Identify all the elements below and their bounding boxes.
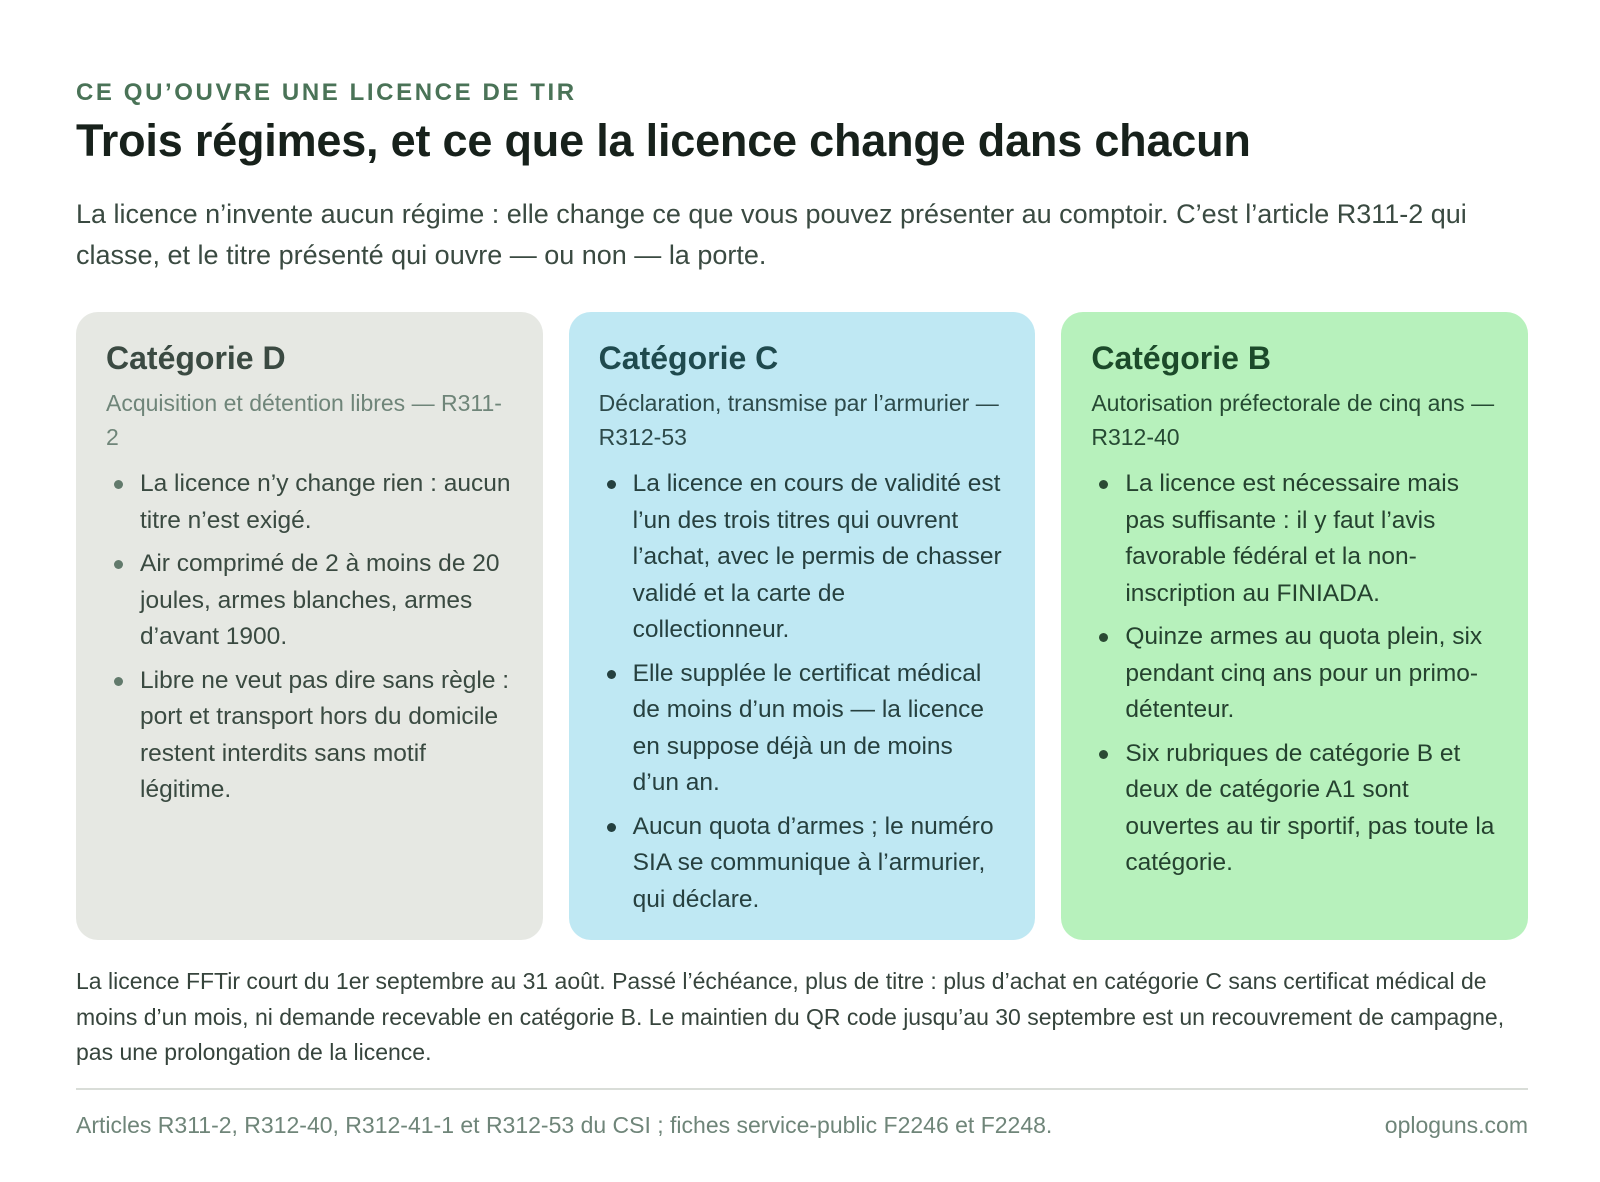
list-item xyxy=(1091,619,1498,729)
card-list xyxy=(1091,466,1498,882)
list-item xyxy=(599,656,1006,802)
page-title: Trois régimes, et ce que la licence change dans chacun xyxy=(76,115,1251,166)
card-list xyxy=(599,466,1006,918)
list-item-text: Elle supplée le certificat médical de moins d’un mois — la licence en suppose déjà un de moins d’un an. xyxy=(632,659,984,796)
list-item-text: Aucun quota d’armes ; le numéro SIA se communique à l’armurier, qui déclare. xyxy=(632,812,994,913)
list-item-text: La licence en cours de validité est l’un des trois titres qui ouvrent l’achat, avec le permis de chasser validé et la carte de collectionneur. xyxy=(632,470,1002,643)
bullet-icon xyxy=(607,670,616,679)
list-item-text: Libre ne veut pas dire sans règle : port et transport hors du domicile restent interdits sans motif légitime. xyxy=(140,666,510,803)
list-item-text: La licence n’y change rien : aucun titre n’est exigé. xyxy=(140,470,511,534)
footer-site: oploguns.com xyxy=(1384,1112,1528,1138)
bullet-icon xyxy=(1099,633,1108,642)
footer xyxy=(76,1108,1528,1142)
card-category-d xyxy=(76,312,543,940)
bullet-icon xyxy=(607,480,616,489)
list-item xyxy=(599,809,1006,919)
bullet-icon xyxy=(114,480,123,489)
card-list xyxy=(106,466,513,809)
list-item xyxy=(1091,736,1498,882)
card-title: Catégorie C xyxy=(598,340,779,376)
card-category-b xyxy=(1061,312,1528,940)
validity-note: La licence FFTir court du 1er septembre au 31 août. Passé l’échéance, plus de titre : plus d’achat en catégorie C sans certificat médical de moins d’un mois, ni demande recevable en catégorie B. Le maintien du QR code jusqu’au 30 septembre est un recouvrement de campagne, pas une prolongation de la licence. xyxy=(76,968,1505,1065)
list-item-text: Air comprimé de 2 à moins de 20 joules, armes blanches, armes d’avant 1900. xyxy=(140,550,500,650)
card-subtitle: Acquisition et détention libres — R311-2 xyxy=(106,390,502,450)
card-category-c xyxy=(569,312,1036,940)
footer-sources: Articles R311-2, R312-40, R312-41-1 et R312-53 du CSI ; fiches service-public F2246 et F2248. xyxy=(76,1112,1053,1138)
list-item xyxy=(1091,466,1498,612)
list-item xyxy=(106,546,513,656)
bullet-icon xyxy=(607,823,616,832)
card-title: Catégorie B xyxy=(1091,340,1271,376)
bullet-icon xyxy=(1099,480,1108,489)
card-subtitle: Déclaration, transmise par l’armurier — R312-53 xyxy=(598,390,999,450)
eyebrow: CE QU’OUVRE UNE LICENCE DE TIR xyxy=(76,79,577,106)
divider xyxy=(76,1088,1528,1090)
category-cards xyxy=(76,312,1528,940)
list-item xyxy=(599,466,1006,649)
card-subtitle: Autorisation préfectorale de cinq ans — R312-40 xyxy=(1091,390,1495,450)
bullet-icon xyxy=(114,677,123,686)
bullet-icon xyxy=(114,560,123,569)
card-title: Catégorie D xyxy=(106,340,286,376)
list-item-text: Six rubriques de catégorie B et deux de catégorie A1 sont ouvertes au tir sportif, pas toute la catégorie. xyxy=(1125,739,1495,876)
lede-paragraph: La licence n’invente aucun régime : elle change ce que vous pouvez présenter au comptoir. C’est l’article R311-2 qui classe, et le titre présenté qui ouvre — ou non — la porte. xyxy=(76,199,1467,270)
page xyxy=(76,78,1528,1138)
list-item-text: La licence est nécessaire mais pas suffisante : il y faut l’avis favorable fédéral et la non-inscription au FINIADA. xyxy=(1125,470,1459,607)
bullet-icon xyxy=(1099,750,1108,759)
list-item-text: Quinze armes au quota plein, six pendant cinq ans pour un primo-détenteur. xyxy=(1125,623,1483,723)
list-item xyxy=(106,663,513,809)
list-item xyxy=(106,466,513,539)
